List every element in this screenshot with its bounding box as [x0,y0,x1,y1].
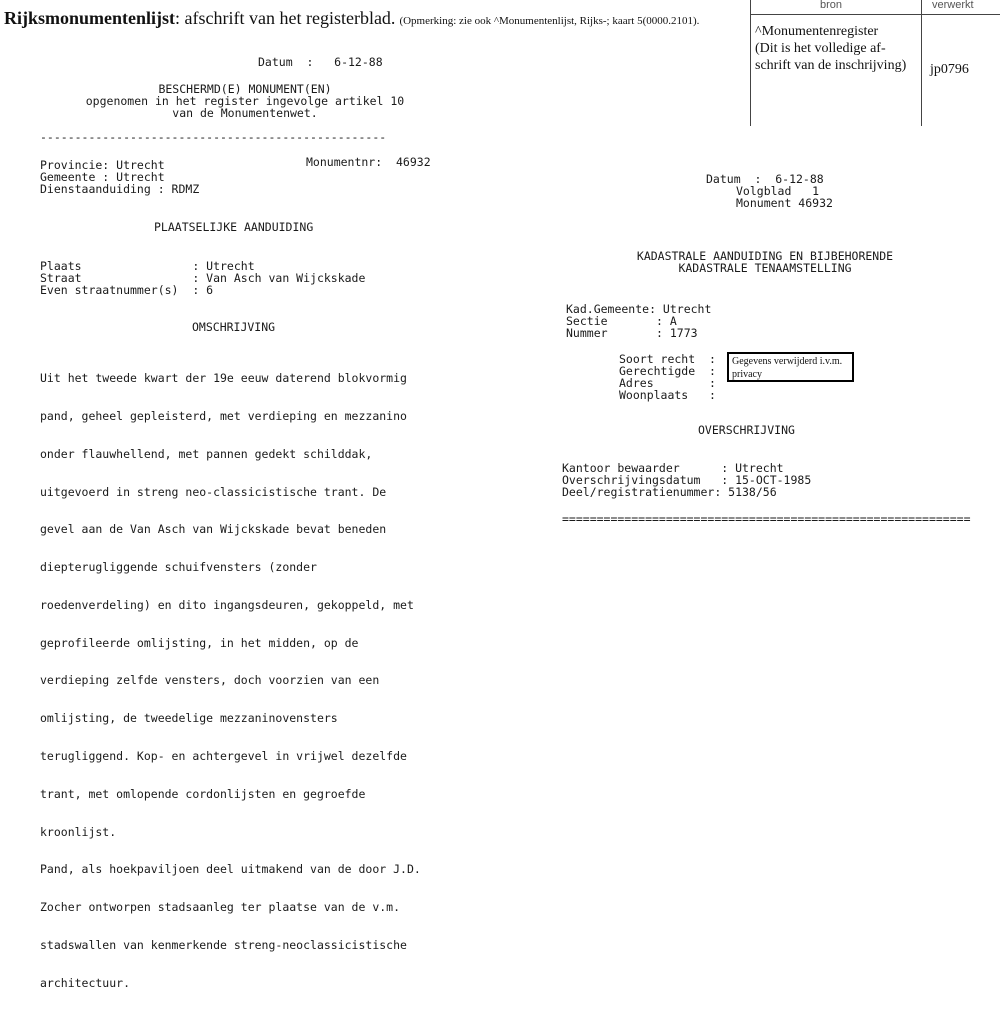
overschrijving-heading: OVERSCHRIJVING [698,423,795,437]
gemeente-field: Gemeente : Utrecht [40,170,165,184]
privacy-notice: Gegevens verwijderd i.v.m. privacy [727,352,854,382]
text-line: stadswallen van kenmerkende streng-neoclassicistische [40,937,407,952]
straat-field: Straat : Van Asch van Wijckskade [40,271,366,285]
text-line: architectuur. [40,975,131,990]
text-line: omlijsting, de tweedelige mezzaninovensters [40,711,338,726]
document-header [4,8,699,29]
text-line: geprofileerde omlijsting, in het midden, op de [40,635,359,650]
woonplaats-label: Woonplaats : [619,388,716,402]
bron-line: schrift van de inschrijving) [755,58,907,73]
bron-cell [755,23,923,74]
provincie-field: Provincie: Utrecht [40,158,165,172]
left-datum: Datum : 6-12-88 [258,55,383,69]
text-line: trant, met omlopende cordonlijsten en gegroefde [40,786,366,801]
kadastrale-heading: KADASTRALE AANDUIDING EN BIJBEHORENDE [636,249,894,263]
omschrijving-text [40,347,421,1014]
left-rule: -------------------------------------------------- [40,131,387,144]
bron-line: (Dit is het volledige af- [755,41,886,56]
table-divider [750,14,1000,15]
overschrijvingsdatum-field: Overschrijvingsdatum : 15-OCT-1985 [562,473,812,487]
monumentnr-field: Monumentnr: 46932 [306,155,431,169]
soort-recht-label: Soort recht : [619,352,716,366]
left-heading-line: van de Monumentenwet. [172,106,318,120]
text-line: verdieping zelfde vensters, doch voorzien van een [40,673,380,688]
kantoor-field: Kantoor bewaarder : Utrecht [562,461,784,475]
adres-label: Adres : [619,376,716,390]
right-datum: Datum : 6-12-88 [706,172,824,186]
text-line: gevel aan de Van Asch van Wijckskade bevat beneden [40,522,387,537]
deel-field: Deel/registratienummer: 5138/56 [562,485,777,499]
text-line: onder flauwhellend, met pannen gedekt schilddak, [40,446,373,461]
column-header-verwerkt: verwerkt [932,0,974,11]
kad-gemeente-field: Kad.Gemeente: Utrecht [566,302,712,316]
text-line: kroonlijst. [40,824,117,839]
volgblad-field: Volgblad 1 [736,184,820,198]
header-subtitle: : afschrift van het registerblad. [175,8,396,28]
dienstaanduiding-field: Dienstaanduiding : RDMZ [40,182,200,196]
monument-field: Monument 46932 [736,196,833,210]
left-heading: BESCHERMD(E) MONUMENT(EN) [158,82,332,96]
right-rule: =========================================================== [562,513,971,526]
gerechtigde-label: Gerechtigde : [619,364,716,378]
header-note: (Opmerking: zie ook ^Monumentenlijst, Rijks-; kaart 5(0000.2101). [399,15,700,27]
bron-line: ^Monumentenregister [755,24,879,39]
text-line: Zocher ontworpen stadsaanleg ter plaatse van de v.m. [40,900,401,915]
plaatselijke-heading: PLAATSELIJKE AANDUIDING [154,220,314,234]
text-line: terugliggend. Kop- en achtergevel in vrijwel dezelfde [40,749,407,763]
left-heading-line: opgenomen in het register ingevolge artikel 10 [85,94,405,108]
text-line: roedenverdeling) en dito ingangsdeuren, gekoppeld, met [40,597,414,612]
header-title: Rijksmonumentenlijst [4,8,176,28]
verwerkt-cell: jp0796 [930,62,969,77]
sectie-field: Sectie : A [566,314,677,328]
text-line: Pand, als hoekpaviljoen deel uitmakend van de door J.D. [40,862,421,877]
straatnummer-field: Even straatnummer(s) : 6 [40,283,214,297]
text-line: uitgevoerd in streng neo-classicistische trant. De [40,484,387,499]
text-line: diepterugliggende schuifvensters (zonder [40,560,317,575]
table-divider [750,0,751,126]
kadastrale-heading-line: KADASTRALE TENAAMSTELLING [678,261,852,275]
text-line: Uit het tweede kwart der 19e eeuw daterend blokvormig [40,371,407,386]
omschrijving-heading: OMSCHRIJVING [192,320,276,334]
column-header-bron: bron [820,0,843,11]
plaats-field: Plaats : Utrecht [40,259,255,273]
text-line: pand, geheel gepleisterd, met verdieping en mezzanino [40,408,407,423]
source-table [750,0,1000,126]
nummer-field: Nummer : 1773 [566,326,698,340]
